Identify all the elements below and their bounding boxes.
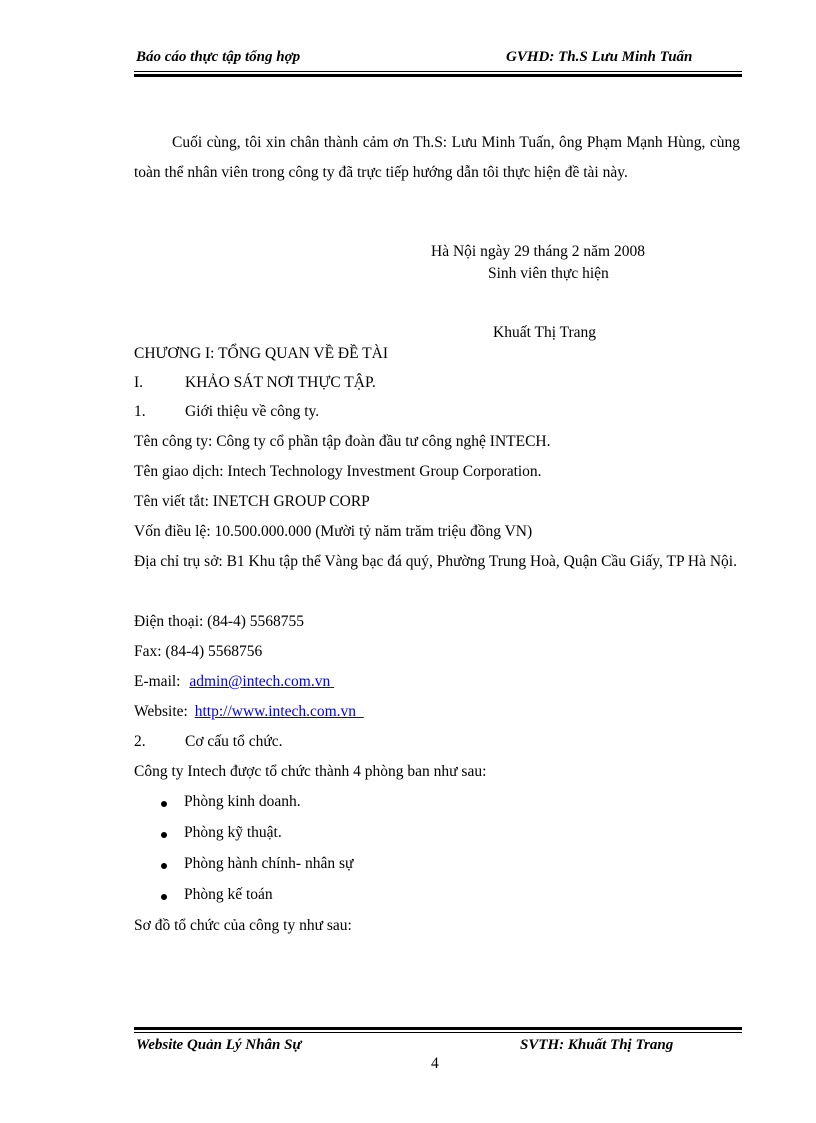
signature-date: Hà Nội ngày 29 tháng 2 năm 2008 — [431, 243, 645, 260]
company-capital: Vốn điều lệ: 10.500.000.000 (Mười tỷ năm trăm triệu đồng VN) — [134, 523, 533, 540]
bullet-icon — [161, 894, 167, 900]
list-item: Phòng kinh doanh. — [184, 793, 301, 810]
list-item: Phòng kỹ thuật. — [184, 824, 282, 841]
org-chart-intro: Sơ đồ tổ chức của công ty như sau: — [134, 917, 352, 934]
section-1-number: I. — [134, 374, 144, 391]
bullet-icon — [161, 832, 167, 838]
acknowledgement-paragraph: Cuối cùng, tôi xin chân thành cảm ơn Th.S: Lưu Minh Tuấn, ông Phạm Mạnh Hùng, cùng toàn thể nhân viên trong công ty đã trực tiếp hướng dẫn tôi thực hiện đề tài này. — [134, 134, 740, 181]
website-link[interactable]: http://www.intech.com.vn — [194, 703, 357, 720]
company-phone: Điện thoại: (84-4) 5568755 — [134, 613, 305, 630]
email-label: E-mail: — [134, 673, 181, 690]
email-link[interactable]: admin@intech.com.vn — [189, 673, 331, 690]
header-left-title: Báo cáo thực tập tổng hợp — [136, 49, 301, 65]
subsection-1-title: Giới thiệu về công ty. — [185, 403, 320, 420]
footer-left-title: Website Quản Lý Nhân Sự — [136, 1037, 302, 1053]
company-abbreviation: Tên viết tắt: INETCH GROUP CORP — [134, 493, 370, 510]
company-trade-name: Tên giao dịch: Intech Technology Investment Group Corporation. — [134, 463, 542, 480]
footer-rule-thin — [134, 1032, 742, 1033]
header-rule-thick — [134, 74, 742, 77]
signature-name: Khuất Thị Trang — [493, 324, 597, 341]
signature-role: Sinh viên thực hiện — [488, 265, 609, 282]
subsection-2-title: Cơ cấu tổ chức. — [185, 733, 283, 750]
section-1-title: KHẢO SÁT NƠI THỰC TẬP. — [185, 374, 376, 391]
bullet-icon — [161, 801, 167, 807]
list-item: Phòng kế toán — [184, 886, 273, 903]
website-label: Website: — [134, 703, 188, 720]
company-fax: Fax: (84-4) 5568756 — [134, 643, 263, 660]
list-item: Phòng hành chính- nhân sự — [184, 855, 354, 872]
footer-rule-thick — [134, 1027, 742, 1030]
chapter-title: CHƯƠNG I: TỔNG QUAN VỀ ĐỀ TÀI — [134, 345, 388, 362]
org-intro: Công ty Intech được tổ chức thành 4 phòng ban như sau: — [134, 763, 487, 780]
company-name: Tên công ty: Công ty cổ phần tập đoàn đầu tư công nghệ INTECH. — [134, 433, 551, 450]
footer-right-student: SVTH: Khuất Thị Trang — [520, 1037, 674, 1053]
subsection-1-number: 1. — [134, 403, 146, 420]
bullet-icon — [161, 863, 167, 869]
website-row — [134, 703, 364, 721]
subsection-2-number: 2. — [134, 733, 146, 750]
company-address: Địa chỉ trụ sở: B1 Khu tập thể Vàng bạc đá quý, Phường Trung Hoà, Quận Cầu Giấy, TP Hà Nội. — [134, 553, 737, 570]
email-row — [134, 673, 334, 691]
header-right-supervisor: GVHD: Th.S Lưu Minh Tuấn — [506, 49, 693, 65]
header-rule-thin — [134, 71, 742, 72]
page-number: 4 — [431, 1055, 439, 1072]
